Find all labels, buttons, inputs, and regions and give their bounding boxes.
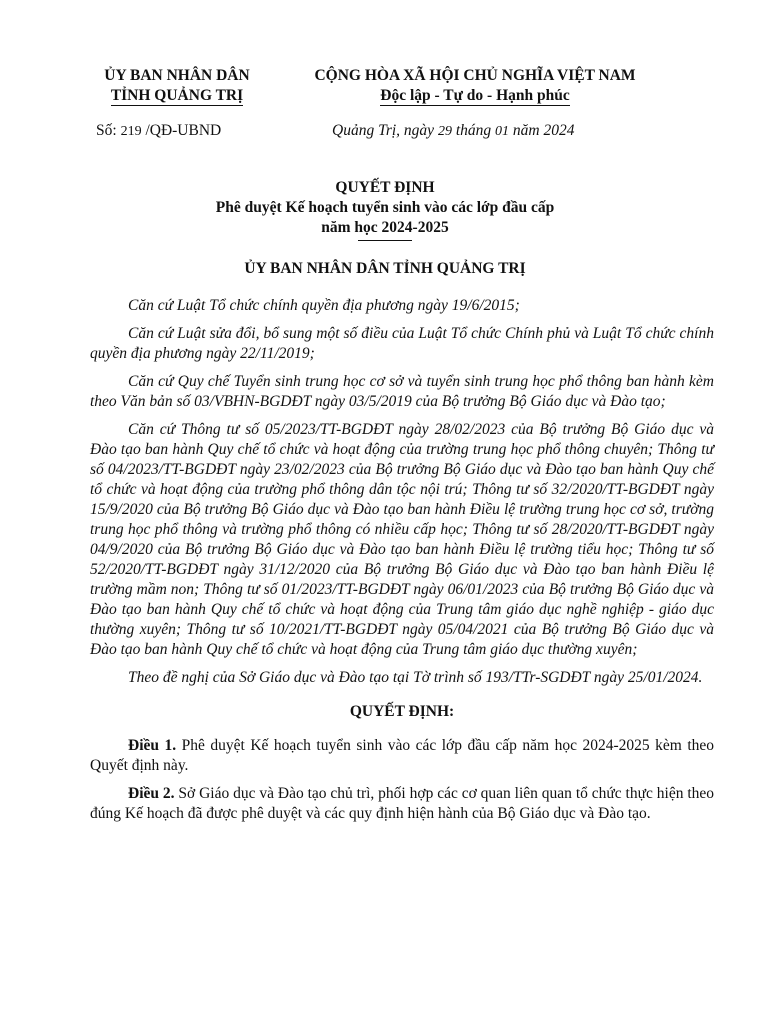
date-prefix: Quảng Trị, ngày bbox=[332, 122, 438, 139]
article-1 bbox=[90, 736, 714, 776]
preamble-clause: Căn cứ Thông tư số 05/2023/TT-BGDĐT ngày 28/02/2023 của Bộ trưởng Bộ Giáo dục và Đào tạo ban hành Quy chế tổ chức và hoạt động của trường trung học phổ thông chuyên; Thông tư số 04/2023/TT-BGDĐT ngày 23/02/2023 của Bộ trưởng Bộ Giáo dục và Đào tạo ban hành Quy chế tổ chức và hoạt động của trường phổ thông dân tộc nội trú; Thông tư số 32/2020/TT-BGDĐT ngày 15/9/2020 của Bộ trưởng Bộ Giáo dục và Đào tạo ban hành Điều lệ trường trung học cơ sở, trường trung học phổ thông và trường phổ thông có nhiều cấp học; Thông tư số 28/2020/TT-BGDĐT ngày 04/9/2020 của Bộ trưởng Bộ Giáo dục và Đào tạo ban hành Điều lệ trường tiểu học; Thông tư số 52/2020/TT-BGDĐT ngày 31/12/2020 của Bộ trưởng Bộ Giáo dục và Đào tạo ban hành Điều lệ trường mầm non; Thông tư số 01/2023/TT-BGDĐT ngày 06/01/2023 của Bộ trưởng Bộ Giáo dục và Đào tạo ban hành Quy chế tổ chức và hoạt động của Trung tâm giáo dục nghề nghiệp - giáo dục thường xuyên; Thông tư số 10/2021/TT-BGDĐT ngày 05/04/2021 của Bộ trưởng Bộ Giáo dục và Đào tạo ban hành Quy chế tổ chức và hoạt động của Trung tâm giáo dục thường xuyên; bbox=[90, 421, 714, 658]
issue-date bbox=[332, 122, 574, 140]
title-divider bbox=[358, 240, 412, 241]
date-mid: tháng bbox=[451, 122, 495, 139]
document-title bbox=[90, 178, 680, 238]
preamble-clause: Căn cứ Luật Tổ chức chính quyền địa phương ngày 19/6/2015; bbox=[128, 297, 520, 314]
title-kind: QUYẾT ĐỊNH bbox=[335, 179, 435, 196]
org-line-2: TỈNH QUẢNG TRỊ bbox=[110, 87, 244, 104]
article-label: Điều 2. bbox=[128, 785, 175, 802]
date-month: 01 bbox=[495, 124, 509, 139]
document-body bbox=[90, 296, 714, 832]
preamble-clause: Căn cứ Luật sửa đổi, bổ sung một số điều của Luật Tổ chức Chính phủ và Luật Tổ chức chính quyền địa phương ngày 22/11/2019; bbox=[90, 325, 714, 362]
article-text: Phê duyệt Kế hoạch tuyển sinh vào các lớp đầu cấp năm học 2024-2025 kèm theo Quyết định này. bbox=[90, 737, 715, 774]
authority-heading: ỦY BAN NHÂN DÂN TỈNH QUẢNG TRỊ bbox=[244, 260, 526, 277]
title-line-1: Phê duyệt Kế hoạch tuyển sinh vào các lớp đầu cấp bbox=[215, 199, 555, 216]
ref-suffix: /QĐ-UBND bbox=[141, 122, 222, 139]
title-line-2: năm học 2024-2025 bbox=[321, 219, 449, 236]
article-label: Điều 1. bbox=[128, 737, 177, 754]
nation-line-2: Độc lập - Tự do - Hạnh phúc bbox=[380, 87, 570, 104]
org-line-1: ỦY BAN NHÂN DÂN bbox=[104, 67, 250, 84]
date-suffix: năm 2024 bbox=[509, 122, 575, 139]
article-text: Sở Giáo dục và Đào tạo chủ trì, phối hợp các cơ quan liên quan tổ chức thực hiện theo đúng Kế hoạch đã được phê duyệt và các quy định hiện hành của Bộ Giáo dục và Đào tạo. bbox=[90, 785, 715, 822]
ref-prefix: Số: bbox=[96, 122, 121, 139]
national-motto-header bbox=[290, 66, 660, 106]
preamble-clause: Căn cứ Quy chế Tuyển sinh trung học cơ sở và tuyển sinh trung học phổ thông ban hành kèm theo Văn bản số 03/VBHN-BGDĐT ngày 03/5/2019 của Bộ trưởng Bộ Giáo dục và Đào tạo; bbox=[90, 373, 714, 410]
date-day: 29 bbox=[437, 124, 452, 139]
preamble-clause: Theo đề nghị của Sở Giáo dục và Đào tạo tại Tờ trình số 193/TTr-SGDĐT ngày 25/01/2024. bbox=[128, 669, 703, 686]
document-number bbox=[96, 122, 221, 140]
article-2 bbox=[90, 784, 714, 824]
ref-number: 219 bbox=[120, 124, 142, 139]
nation-line-1: CỘNG HÒA XÃ HỘI CHỦ NGHĨA VIỆT NAM bbox=[314, 67, 636, 84]
issuing-authority-header bbox=[82, 66, 272, 106]
decision-heading: QUYẾT ĐỊNH: bbox=[349, 703, 455, 720]
